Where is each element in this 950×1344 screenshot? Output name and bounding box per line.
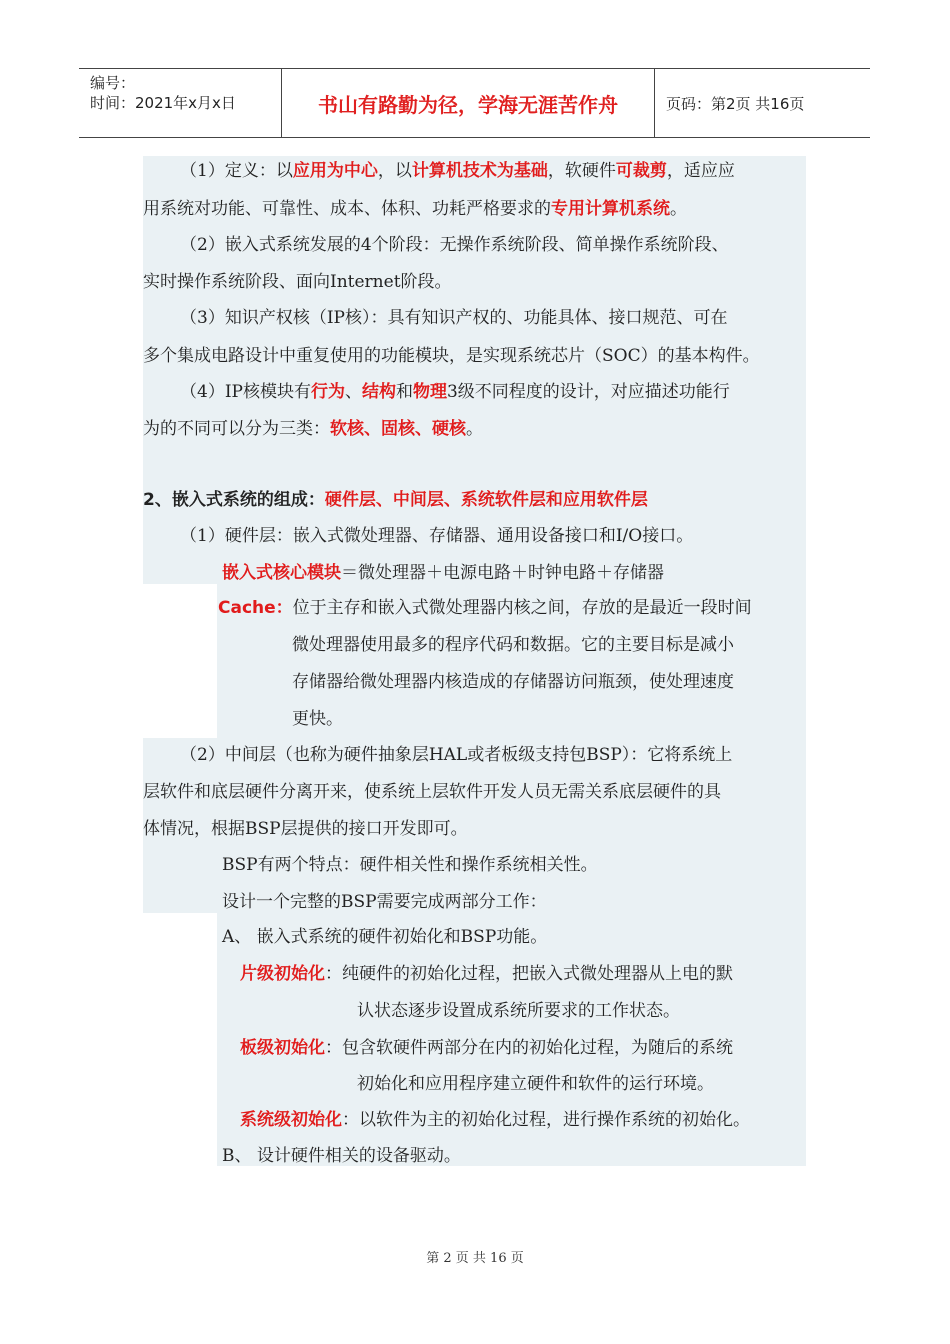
- para-board-init-2: 初始化和应用程序建立硬件和软件的运行环境。: [357, 1074, 714, 1094]
- page-footer: 第 2 页 共 16 页: [426, 1251, 524, 1266]
- para-cache-4: 更快。: [292, 709, 343, 729]
- para-hardware-layer: （1）硬件层：嵌入式微处理器、存储器、通用设备接口和I/O接口。: [180, 526, 694, 546]
- para-board-init-1: 板级初始化：包含软硬件两部分在内的初始化过程，为随后的系统: [240, 1038, 733, 1058]
- para-chip-init-1: 片级初始化：纯硬件的初始化过程，把嵌入式微处理器从上电的默: [240, 964, 733, 984]
- header-page-info: 页码：第2页 共16页: [666, 94, 805, 113]
- para-cache-2: 微处理器使用最多的程序代码和数据。它的主要目标是减小: [292, 635, 734, 655]
- para-stages-2: 实时操作系统阶段、面向Internet阶段。: [143, 272, 452, 292]
- para-ip-2: 多个集成电路设计中重复使用的功能模块，是实现系统芯片（SOC）的基本构件。: [143, 346, 760, 366]
- para-bsp-features: BSP有两个特点：硬件相关性和操作系统相关性。: [222, 855, 598, 875]
- page-header: [79, 68, 870, 138]
- para-bsp-b: B、 设计硬件相关的设备驱动。: [222, 1146, 461, 1166]
- para-core-module: 嵌入式核心模块＝微处理器＋电源电路＋时钟电路＋存储器: [222, 563, 664, 583]
- para-middle-layer-3: 体情况，根据BSP层提供的接口开发即可。: [143, 819, 468, 839]
- para-stages-1: （2）嵌入式系统发展的4个阶段：无操作系统阶段、简单操作系统阶段、: [180, 235, 729, 255]
- para-ip-module-2: 为的不同可以分为三类：软核、固核、硬核。: [143, 419, 483, 439]
- para-ip-module-1: （4）IP核模块有行为、结构和物理3级不同程度的设计，对应描述功能行: [180, 382, 730, 402]
- para-middle-layer-1: （2）中间层（也称为硬件抽象层HAL或者板级支持包BSP）：它将系统上: [180, 745, 733, 765]
- para-definition-1: （1）定义：以应用为中心，以计算机技术为基础，软硬件可裁剪，适应应: [180, 161, 735, 181]
- para-chip-init-2: 认状态逐步设置成系统所要求的工作状态。: [357, 1001, 680, 1021]
- para-bsp-work: 设计一个完整的BSP需要完成两部分工作：: [222, 892, 547, 912]
- para-middle-layer-2: 层软件和底层硬件分离开来，使系统上层软件开发人员无需关系底层硬件的具: [143, 782, 721, 802]
- para-cache-1: Cache：位于主存和嵌入式微处理器内核之间，存放的是最近一段时间: [218, 598, 752, 618]
- para-cache-3: 存储器给微处理器内核造成的存储器访问瓶颈，使处理速度: [292, 672, 734, 692]
- time-label: 时间：2021年x月x日: [90, 94, 236, 112]
- para-definition-2: 用系统对功能、可靠性、成本、体积、功耗严格要求的专用计算机系统。: [143, 199, 687, 219]
- para-ip-1: （3）知识产权核（IP核）：具有知识产权的、功能具体、接口规范、可在: [180, 308, 728, 328]
- header-motto: 书山有路勤为径，学海无涯苦作舟: [282, 69, 655, 137]
- para-system-init: 系统级初始化：以软件为主的初始化过程，进行操作系统的初始化。: [240, 1110, 750, 1130]
- header-meta: [79, 69, 282, 137]
- section-2-heading: 2、嵌入式系统的组成：硬件层、中间层、系统软件层和应用软件层: [143, 490, 648, 510]
- para-bsp-a: A、 嵌入式系统的硬件初始化和BSP功能。: [222, 927, 548, 947]
- number-label: 编号：: [90, 74, 136, 92]
